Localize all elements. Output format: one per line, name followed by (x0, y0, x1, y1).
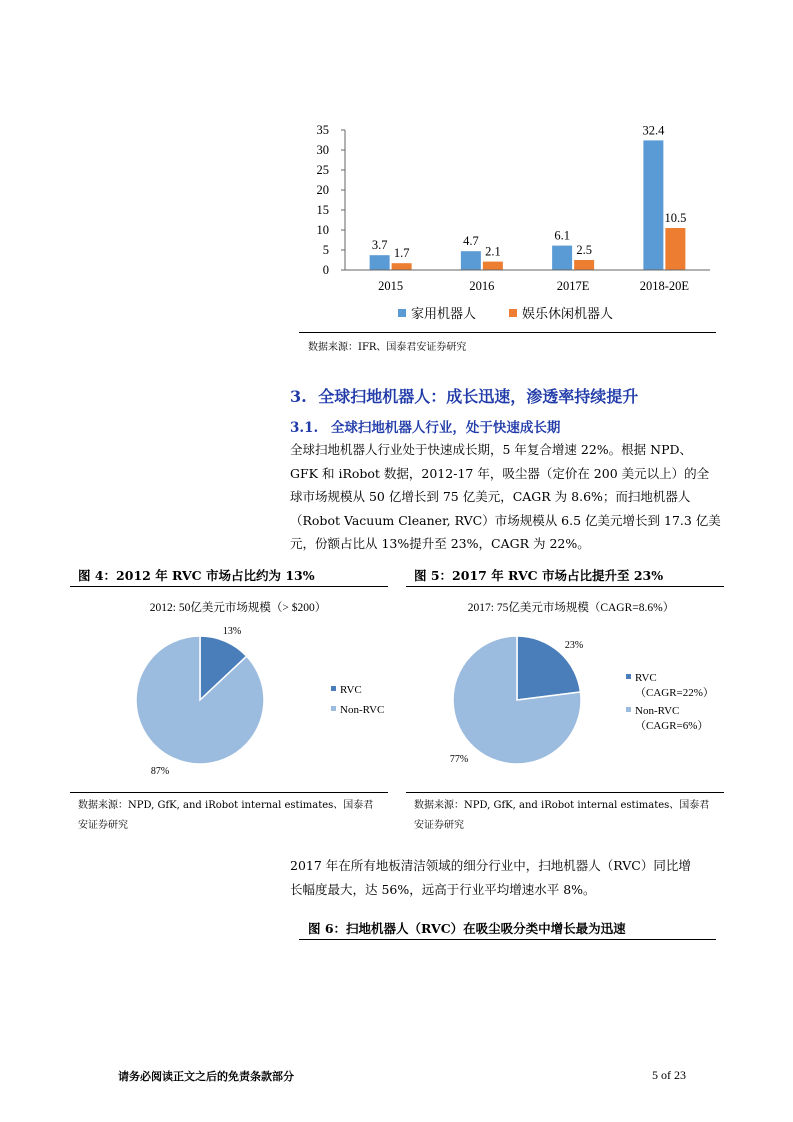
bar-value-label: 6.1 (554, 228, 570, 243)
bar-chart (0, 0, 793, 340)
legend-swatch-rvc (626, 674, 631, 679)
bar (483, 262, 503, 270)
bar (370, 255, 390, 270)
y-tick-label: 15 (316, 203, 329, 217)
y-tick-label: 0 (322, 263, 329, 277)
paragraph-1 (290, 438, 727, 556)
legend-swatch-non-rvc (626, 707, 631, 712)
footer-disclaimer: 请务必阅读正文之后的免责条款部分 (118, 1070, 294, 1083)
paragraph-1-line: GFK 和 iRobot 数据，2012-17 年，吸尘器（定价在 200 美元以上）的全 (290, 465, 710, 481)
bar (665, 228, 685, 270)
fig5-title: 图 5：2017 年 RVC 市场占比提升至 23% (414, 568, 664, 583)
paragraph-1-line: 球市场规模从 50 亿增长到 75 亿美元，CAGR 为 8.6%；而扫地机器人 (290, 489, 691, 504)
y-tick-label: 30 (316, 143, 329, 157)
legend-swatch-non-rvc (331, 706, 336, 711)
chart1-rule (299, 332, 716, 333)
pie-value-label: 77% (449, 754, 469, 765)
bar-value-label: 3.7 (371, 238, 388, 253)
bar (643, 140, 663, 270)
fig4-source (78, 796, 373, 836)
paragraph-2 (290, 854, 727, 901)
x-tick-label: 2015 (378, 279, 404, 293)
paragraph-2-line: 长幅度最大，达 56%，远高于行业平均增速水平 8%。 (290, 881, 596, 897)
fig5-source-line: 数据来源：NPD, GfK, and iRobot internal estimates、国泰君 (414, 800, 710, 811)
legend-sublabel-non-rvc: （CAGR=6%） (635, 720, 709, 732)
paragraph-1-line: 元，份额占比从 13%提升至 23%，CAGR 为 22%。 (290, 536, 590, 551)
paragraph-2-line: 2017 年在所有地板清洁领域的细分行业中，扫地机器人（RVC）同比增 (290, 858, 691, 873)
pie-value-label: 23% (564, 640, 584, 651)
fig5-source-line: 安证券研究 (414, 820, 464, 831)
bar (461, 251, 481, 270)
legend-label-rvc: RVC (635, 672, 657, 684)
y-tick-label: 20 (316, 183, 329, 197)
x-tick-label: 2017E (556, 279, 590, 293)
fig4-title: 图 4：2012 年 RVC 市场占比约为 13% (78, 568, 315, 583)
fig4-source-line: 安证券研究 (78, 820, 128, 831)
section-3-title: 全球扫地机器人：成长迅速，渗透率持续提升 (318, 387, 639, 406)
legend-label-entertainment: 娱乐休闲机器人 (522, 306, 614, 321)
fig4-pie-chart (70, 587, 390, 792)
x-tick-label: 2018-20E (639, 279, 690, 293)
section-3-1-heading (290, 416, 560, 436)
fig6-title: 图 6：扫地机器人（RVC）在吸尘吸分类中增长最为迅速 (308, 921, 626, 936)
fig5-bottom-rule (406, 792, 724, 793)
y-tick-label: 35 (316, 123, 329, 137)
bar-value-label: 2.1 (485, 244, 501, 259)
fig6-rule (299, 939, 716, 940)
section-3-heading (290, 384, 638, 407)
section-3-1-number: 3.1. (290, 420, 319, 436)
bar-value-label: 32.4 (642, 123, 665, 138)
legend-label-home: 家用机器人 (411, 306, 477, 321)
legend-sublabel-rvc: （CAGR=22%） (635, 687, 714, 699)
bar-value-label: 2.5 (576, 243, 592, 257)
y-tick-label: 25 (316, 163, 329, 177)
bar-value-label: 10.5 (664, 211, 687, 225)
footer-page-number: 5 of 23 (652, 1068, 686, 1082)
bar (574, 260, 594, 270)
pie-title: 2017: 75亿美元市场规模（CAGR=8.6%） (467, 602, 675, 614)
paragraph-1-line: 全球扫地机器人行业处于快速成长期，5 年复合增速 22%。根据 NPD、 (290, 442, 693, 457)
bar (392, 263, 412, 270)
pie-value-label: 13% (222, 626, 242, 637)
bar-value-label: 1.7 (393, 246, 410, 261)
pie-value-label: 87% (150, 766, 170, 777)
section-3-1-title: 全球扫地机器人行业，处于快速成长期 (330, 420, 561, 436)
y-tick-label: 10 (316, 223, 329, 237)
legend-label-rvc: RVC (340, 684, 362, 696)
fig4-bottom-rule (70, 792, 388, 793)
bar-value-label: 4.7 (463, 234, 479, 249)
bar (552, 246, 572, 270)
legend-swatch-entertainment (509, 309, 517, 317)
y-tick-label: 5 (322, 243, 329, 257)
x-tick-label: 2016 (469, 279, 495, 293)
chart1-source: 数据来源：IFR、国泰君安证券研究 (308, 342, 467, 353)
fig4-source-line: 数据来源：NPD, GfK, and iRobot internal estimates、国泰君 (78, 800, 374, 811)
fig5-source (414, 796, 709, 836)
paragraph-1-line: （Robot Vacuum Cleaner, RVC）市场规模从 6.5 亿美元增长到 17.3 亿美 (290, 512, 721, 528)
legend-swatch-rvc (331, 686, 336, 691)
legend-swatch-home (398, 309, 406, 317)
legend-label-non-rvc: Non-RVC (635, 705, 680, 717)
legend-label-non-rvc: Non-RVC (340, 704, 385, 716)
section-3-number: 3. (290, 387, 307, 406)
pie-title: 2012: 50亿美元市场规模（> $200） (149, 602, 327, 614)
fig5-pie-chart (406, 587, 726, 792)
